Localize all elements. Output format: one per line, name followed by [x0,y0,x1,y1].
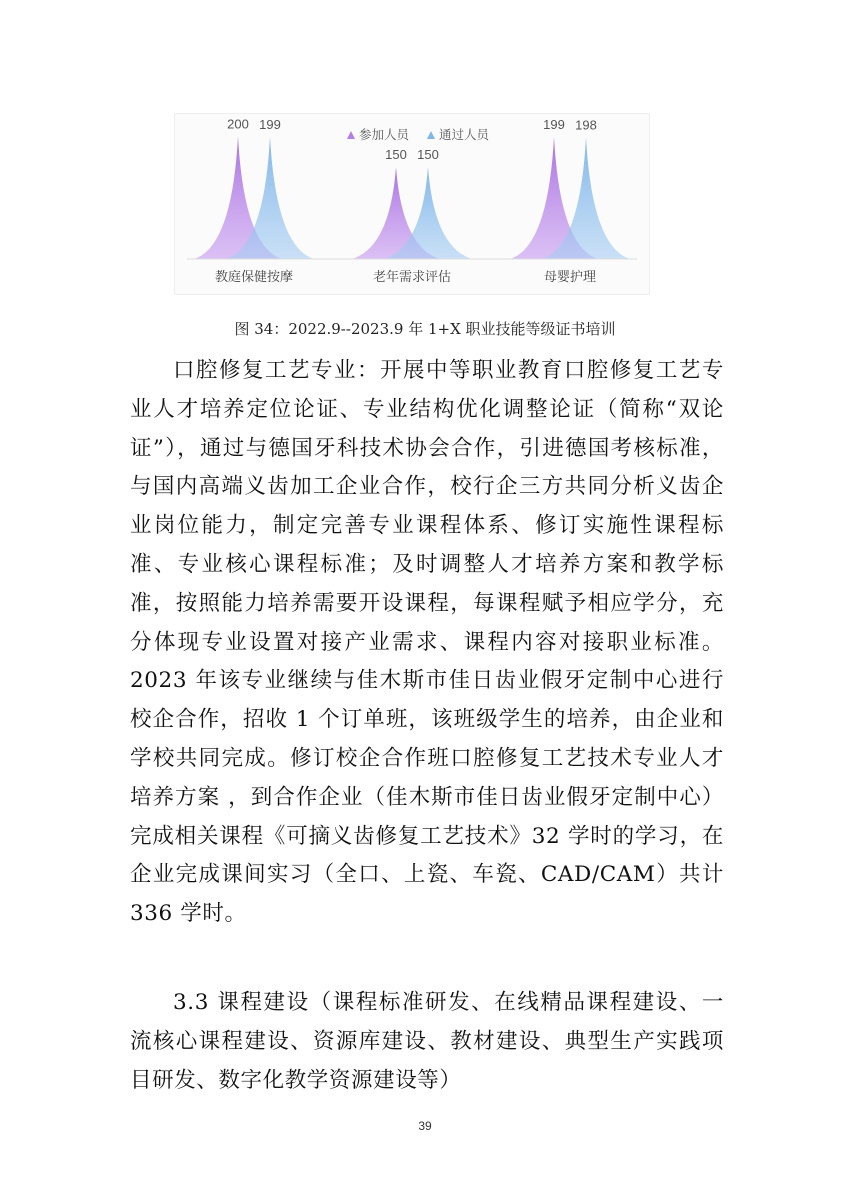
chart-peaks [194,136,630,259]
data-label-passed-2: 198 [575,117,597,133]
data-label-passed-0: 199 [259,116,281,132]
paragraph-dental-program: 口腔修复工艺专业：开展中等职业教育口腔修复工艺专业人才培养定位论证、专业结构优化调整论证（简称“双论证”），通过与德国牙科技术协会合作，引进德国考核标准，与国内高端义齿加工企业合作，校行企三方共同分析义齿企业岗位能力，制定完善专业课程体系、修订实施性课程标准、专业核心课程标准；及时调整人才培养方案和教学标准，按照能力培养需要开设课程，每课程赋予相应学分，充分体现专业设置对接产业需求、课程内容对接职业标准。2023 年该专业继续与佳木斯市佳日齿业假牙定制中心进行校企合作，招收 1 个订单班，该班级学生的培养，由企业和学校共同完成。修订校企合作班口腔修复工艺技术专业人才培养方案 ，到合作企业（佳木斯市佳日齿业假牙定制中心）完成相关课程《可摘义齿修复工艺技术》32 学时的学习，在企业完成课间实习（全口、上瓷、车瓷、CAD/CAM）共计 336 学时。 [130,358,724,927]
page-number: 39 [418,1119,432,1133]
category-label-0: 教庭保健按摩 [214,270,294,285]
chart-legend [347,127,491,142]
legend-label-0: 参加人员 [359,127,410,142]
pictorial-peak-chart [175,114,649,294]
data-label-participants-1: 150 [385,146,407,162]
data-label-participants-2: 199 [543,116,565,132]
data-label-participants-0: 200 [227,116,249,132]
legend-marker-0 [347,131,355,139]
category-label-1: 老年需求评估 [372,270,452,285]
section-heading-course-construction: 3.3 课程建设（课程标准研发、在线精品课程建设、一流核心课程建设、资源库建设、教材建设、典型生产实践项目研发、数字化教学资源建设等） [130,990,724,1093]
figure-caption: 图 34：2022.9--2023.9 年 1+X 职业技能等级证书培训 [234,320,616,338]
legend-label-1: 通过人员 [439,127,490,142]
category-label-2: 母婴护理 [543,270,597,285]
data-label-passed-1: 150 [417,146,439,162]
chart-panel [174,113,650,295]
legend-marker-1 [427,131,435,139]
